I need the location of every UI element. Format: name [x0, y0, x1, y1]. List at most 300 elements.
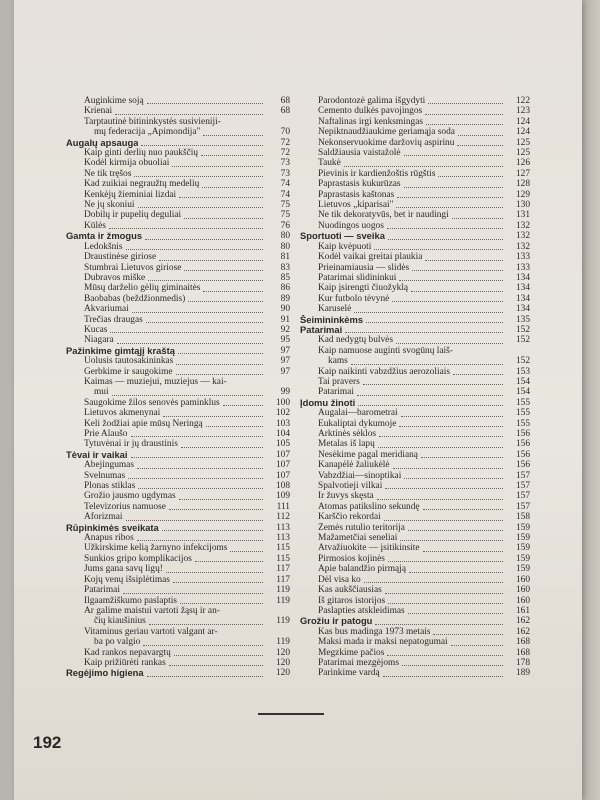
- toc-entry: [66, 460, 290, 470]
- toc-section-heading: [300, 398, 530, 408]
- dot-leader: [188, 301, 263, 302]
- dot-leader: [178, 353, 263, 354]
- toc-entry-page: 119: [276, 616, 290, 627]
- toc-entry-page: 111: [276, 501, 290, 512]
- toc-entry: [66, 325, 290, 335]
- toc-entry-title: Sportuoti — sveika: [300, 231, 385, 242]
- toc-entry: [300, 221, 530, 231]
- toc-entry-page: 130: [515, 200, 530, 211]
- toc-entry: [300, 387, 530, 397]
- toc-entry-title: Kodėl kirmija obuoliai: [84, 158, 170, 169]
- toc-entry-page: 159: [515, 543, 530, 554]
- dot-leader: [412, 270, 503, 271]
- toc-entry-page: 80: [280, 241, 290, 252]
- toc-entry-page: 132: [515, 241, 530, 252]
- toc-entry: [66, 387, 290, 397]
- toc-entry-title: Ledokšnis: [84, 241, 123, 252]
- toc-entry-title: Kas aukščiausias: [318, 585, 382, 596]
- dot-leader: [387, 655, 503, 656]
- toc-entry-page: 120: [275, 647, 290, 658]
- dot-leader: [179, 499, 263, 500]
- toc-entry: [300, 439, 530, 449]
- toc-entry-title: Šeimininkėms: [300, 314, 364, 325]
- toc-entry-page: 115: [276, 553, 290, 564]
- toc-entry-page: 155: [515, 418, 530, 429]
- toc-entry-page: 128: [515, 179, 530, 190]
- toc-entry-title: Apie balandžio pirmąją: [318, 564, 406, 575]
- toc-entry-title: Kodėl vaikai greitai plaukia: [318, 252, 423, 263]
- toc-entry: [300, 460, 530, 470]
- toc-entry-title: Nesėkime pagal meridianą: [318, 449, 418, 460]
- toc-entry: [66, 512, 290, 522]
- toc-entry: [66, 252, 290, 262]
- dot-leader: [138, 207, 263, 208]
- toc-entry-title: kams: [328, 356, 348, 367]
- toc-entry-title: mui: [94, 387, 109, 398]
- dot-leader: [388, 561, 503, 562]
- toc-entry: [66, 335, 290, 345]
- dot-leader: [400, 540, 503, 541]
- toc-entry-title: Ne jų skoniui: [84, 200, 135, 211]
- toc-entry-title: Prieinamiausia — slidės: [318, 262, 410, 273]
- toc-entry-page: 123: [515, 106, 530, 117]
- dot-leader: [388, 239, 503, 240]
- toc-entry-page: 86: [280, 283, 290, 294]
- toc-section-heading: [300, 616, 530, 626]
- toc-entry-title: Abejingumas: [84, 460, 134, 471]
- toc-right-column: [300, 96, 530, 679]
- toc-entry-title: Gerbkime ir saugokime: [84, 366, 173, 377]
- toc-entry-title: Patarimai slidininkui: [318, 272, 397, 283]
- toc-entry-page: 108: [275, 481, 290, 492]
- toc-entry: [66, 627, 290, 637]
- toc-section-heading: [66, 138, 290, 148]
- toc-entry-title: Ne tik tręšos: [84, 168, 132, 179]
- toc-entry-title: Tytuvėnai ir jų draustinis: [84, 439, 178, 450]
- toc-entry-page: 113: [276, 522, 290, 533]
- toc-entry: [66, 377, 290, 387]
- dot-leader: [379, 436, 503, 437]
- toc-entry-page: 97: [280, 356, 290, 367]
- dot-leader: [408, 530, 503, 531]
- dot-leader: [425, 260, 503, 261]
- toc-entry-page: 120: [275, 657, 290, 668]
- dot-leader: [457, 145, 503, 146]
- toc-entry-page: 97: [280, 366, 290, 377]
- toc-entry: [300, 377, 530, 387]
- toc-entry-title: Ar galime maistui vartoti žąsų ir an-: [84, 605, 220, 616]
- toc-entry-page: 131: [515, 210, 530, 221]
- toc-entry-page: 126: [515, 158, 530, 169]
- toc-entry: [66, 96, 290, 106]
- toc-entry: [66, 481, 290, 491]
- toc-entry-title: mų federacija „Apimondija": [94, 127, 201, 138]
- toc-entry-page: 157: [515, 481, 530, 492]
- toc-entry: [300, 106, 530, 116]
- toc-entry-title: Grožio jausmo ugdymas: [84, 491, 176, 502]
- toc-entry: [300, 304, 530, 314]
- toc-entry-title: Maksi mada ir maksi nepatogumai: [318, 637, 448, 648]
- toc-entry-title: Gamta ir žmogus: [66, 231, 143, 242]
- toc-entry: [66, 439, 290, 449]
- toc-entry-page: 92: [280, 324, 290, 335]
- toc-entry: [300, 210, 530, 220]
- toc-entry-title: Atomas patikslino sekundę: [318, 501, 420, 512]
- toc-entry: [300, 564, 530, 574]
- toc-entry-page: 152: [515, 335, 530, 346]
- dot-leader: [385, 488, 503, 489]
- toc-entry: [66, 543, 290, 553]
- toc-entry-title: Kas bus madinga 1973 metais: [318, 626, 431, 637]
- dot-leader: [230, 551, 263, 552]
- toc-entry-title: Dobilų ir pupelių deguliai: [84, 210, 182, 221]
- dot-leader: [112, 395, 263, 396]
- toc-entry-title: Krienai: [84, 106, 113, 117]
- toc-entry-title: Ne tik dekoratyvūs, bet ir naudingi: [318, 210, 449, 221]
- toc-entry-page: 158: [515, 512, 530, 523]
- toc-entry: [300, 138, 530, 148]
- page-number: 192: [33, 733, 62, 752]
- dot-leader: [354, 312, 503, 313]
- toc-entry: [300, 117, 530, 127]
- toc-entry-page: 91: [280, 314, 290, 325]
- dot-leader: [396, 343, 503, 344]
- toc-entry-title: Auginkime soją: [84, 96, 144, 106]
- toc-entry: [66, 502, 290, 512]
- toc-entry-page: 132: [515, 220, 530, 231]
- toc-entry-title: Vabzdžiai—sinoptikai: [318, 470, 402, 481]
- dot-leader: [162, 530, 263, 531]
- toc-entry-page: 107: [275, 460, 290, 471]
- toc-entry: [300, 148, 530, 158]
- toc-entry-page: 160: [515, 574, 530, 585]
- dot-leader: [423, 509, 503, 510]
- toc-entry-page: 132: [515, 231, 530, 242]
- toc-entry-page: 125: [515, 137, 530, 148]
- toc-entry: [300, 200, 530, 210]
- toc-entry-page: 68: [280, 96, 290, 106]
- dot-leader: [425, 114, 503, 115]
- toc-entry-page: 76: [280, 220, 290, 231]
- toc-entry-title: Metalas iš lapų: [318, 439, 375, 450]
- toc-entry-page: 72: [280, 148, 290, 159]
- toc-entry-title: Patarimai: [84, 585, 120, 596]
- toc-entry-title: Įdomu žinoti: [300, 397, 356, 408]
- toc-entry-title: Keli žodžiai apie mūsų Neringą: [84, 418, 203, 429]
- toc-entry-page: 74: [280, 179, 290, 190]
- toc-entry: [300, 127, 530, 137]
- dot-leader: [137, 540, 263, 541]
- toc-entry-title: Kaip įsirengti čiuožyklą: [318, 283, 409, 294]
- toc-entry: [66, 210, 290, 220]
- dot-leader: [375, 624, 503, 625]
- toc-entry-page: 124: [515, 127, 530, 138]
- dot-leader: [421, 457, 503, 458]
- toc-entry-title: Saugokime žilos senovės paminklus: [84, 397, 220, 408]
- toc-section-heading: [66, 231, 290, 241]
- dot-leader: [404, 187, 503, 188]
- dot-leader: [392, 301, 503, 302]
- dot-leader: [172, 166, 263, 167]
- toc-entry-page: 162: [515, 626, 530, 637]
- dot-leader: [452, 218, 503, 219]
- toc-entry-title: Saldžiausia vaistažolė: [318, 148, 401, 159]
- end-rule: [258, 713, 324, 715]
- toc-entry-page: 155: [515, 397, 530, 408]
- toc-entry: [300, 408, 530, 418]
- toc-entry-page: 90: [280, 304, 290, 315]
- toc-entry-title: Plonas stiklas: [84, 481, 136, 492]
- toc-entry-page: 107: [275, 449, 290, 460]
- dot-leader: [397, 197, 503, 198]
- toc-entry-page: 115: [276, 543, 290, 554]
- toc-entry-title: Parodontozė galima išgydyti: [318, 96, 426, 106]
- toc-entry-page: 156: [515, 460, 530, 471]
- dot-leader: [203, 291, 263, 292]
- toc-entry: [300, 512, 530, 522]
- toc-entry: [66, 158, 290, 168]
- dot-leader: [110, 332, 263, 333]
- toc-entry-page: 154: [515, 387, 530, 398]
- toc-entry-page: 95: [280, 335, 290, 346]
- toc-entry-title: Regėjimo higiena: [66, 668, 144, 679]
- dot-leader: [126, 520, 263, 521]
- dot-leader: [176, 374, 263, 375]
- toc-entry-title: Spalvotieji vilkai: [318, 481, 383, 492]
- toc-entry: [300, 523, 530, 533]
- toc-entry: [66, 367, 290, 377]
- toc-entry-page: 112: [276, 512, 290, 523]
- toc-entry-title: Paprastasis kukurūzas: [318, 179, 401, 190]
- toc-entry-page: 161: [515, 605, 530, 616]
- toc-entry: [66, 179, 290, 189]
- toc-entry-title: Atvažiuokite — įsitikinsite: [318, 543, 420, 554]
- toc-entry-page: 100: [275, 397, 290, 408]
- toc-entry-title: Rūpinkimės sveikata: [66, 522, 159, 533]
- toc-entry-title: Draustinėse giriose: [84, 252, 157, 263]
- dot-leader: [453, 374, 503, 375]
- toc-entry: [300, 429, 530, 439]
- toc-entry: [300, 158, 530, 168]
- toc-entry-title: Pirmosios kojinės: [318, 553, 385, 564]
- toc-entry-title: Kad zuikiai negraužtų medelių: [84, 179, 200, 190]
- toc-entry-page: 189: [515, 668, 530, 679]
- toc-entry-title: Nepiktnaudžiaukime geriamąja soda: [318, 127, 455, 138]
- toc-entry-title: Dubravos miške: [84, 272, 146, 283]
- dot-leader: [351, 364, 503, 365]
- toc-entry-page: 75: [280, 200, 290, 211]
- dot-leader: [374, 249, 503, 250]
- toc-entry-title: Grožiu ir patogu: [300, 616, 373, 627]
- dot-leader: [143, 645, 263, 646]
- toc-entry-title: Kur futbolo tėvynė: [318, 293, 390, 304]
- dot-leader: [126, 249, 263, 250]
- dot-leader: [173, 582, 263, 583]
- toc-entry-title: Vitaminus geriau vartoti valgant ar-: [84, 626, 218, 637]
- toc-entry: [66, 408, 290, 418]
- toc-entry-title: Kūlės: [84, 220, 106, 231]
- dot-leader: [433, 634, 503, 635]
- toc-entry: [66, 106, 290, 116]
- toc-entry-title: Kaip kvėpuoti: [318, 241, 372, 252]
- toc-entry-title: Augalų apsauga: [66, 137, 139, 148]
- toc-entry-title: Stumbrai Lietuvos giriose: [84, 262, 182, 273]
- toc-entry: [66, 273, 290, 283]
- toc-entry-page: 81: [280, 252, 290, 263]
- toc-entry: [66, 491, 290, 501]
- toc-entry: [66, 533, 290, 543]
- dot-leader: [169, 665, 263, 666]
- toc-entry-page: 159: [515, 553, 530, 564]
- dot-leader: [344, 166, 503, 167]
- toc-entry: [300, 533, 530, 543]
- toc-entry-title: Trečias draugas: [84, 314, 143, 325]
- toc-entry: [300, 273, 530, 283]
- toc-entry-title: Mūsų darželio gėlių giminaitės: [84, 283, 201, 294]
- dot-leader: [202, 187, 263, 188]
- toc-entry: [300, 554, 530, 564]
- dot-leader: [363, 384, 503, 385]
- toc-entry-page: 156: [515, 449, 530, 460]
- toc-entry-title: Televizorius namuose: [84, 501, 166, 512]
- toc-entry: [300, 627, 530, 637]
- dot-leader: [180, 603, 263, 604]
- toc-entry-title: Arktinės sėklos: [318, 429, 377, 439]
- toc-entry-title: Cemento dulkės pavojingos: [318, 106, 423, 117]
- toc-entry: [300, 481, 530, 491]
- toc-entry-page: 134: [515, 283, 530, 294]
- dot-leader: [176, 364, 263, 365]
- toc-entry: [66, 127, 290, 137]
- dot-leader: [184, 270, 263, 271]
- toc-entry-page: 129: [515, 189, 530, 200]
- toc-entry: [300, 169, 530, 179]
- dot-leader: [426, 124, 503, 125]
- toc-entry-page: 157: [515, 470, 530, 481]
- toc-entry-page: 74: [280, 189, 290, 200]
- dot-leader: [451, 645, 503, 646]
- toc-entry-title: Anapus ribos: [84, 533, 134, 544]
- toc-entry-title: Kaip prižiūrėti rankas: [84, 657, 166, 668]
- toc-entry-page: 103: [275, 418, 290, 429]
- dot-leader: [146, 322, 263, 323]
- toc-entry-page: 157: [515, 491, 530, 502]
- toc-entry: [66, 283, 290, 293]
- toc-entry: [66, 554, 290, 564]
- dot-leader: [137, 468, 263, 469]
- toc-entry-page: 119: [276, 585, 290, 596]
- toc-entry-title: Lietuvos akmenynai: [84, 408, 161, 419]
- dot-leader: [145, 239, 263, 240]
- toc-entry-page: 162: [515, 616, 530, 627]
- dot-leader: [159, 260, 263, 261]
- toc-section-heading: [66, 346, 290, 356]
- dot-leader: [128, 478, 263, 479]
- toc-entry: [300, 356, 530, 366]
- toc-entry-page: 89: [280, 293, 290, 304]
- dot-leader: [181, 447, 263, 448]
- dot-leader: [399, 280, 503, 281]
- toc-entry: [66, 564, 290, 574]
- toc-entry: [300, 179, 530, 189]
- toc-entry-title: Mažametčiai seneliai: [318, 533, 398, 544]
- dot-leader: [223, 405, 263, 406]
- toc-entry: [66, 616, 290, 626]
- toc-entry-page: 160: [515, 595, 530, 606]
- toc-entry: [66, 294, 290, 304]
- toc-entry-title: Patarimai mezgėjoms: [318, 657, 399, 668]
- toc-entry-title: Kad nedygtų bulvės: [318, 335, 393, 346]
- toc-entry-title: Eukaliptai dykumoje: [318, 418, 397, 429]
- toc-entry: [300, 648, 530, 658]
- toc-entry-title: Aforizmai: [84, 512, 123, 523]
- toc-entry: [300, 367, 530, 377]
- toc-entry-title: Švelnumas: [84, 470, 126, 481]
- toc-entry-page: 133: [515, 252, 530, 263]
- toc-entry-page: 75: [280, 210, 290, 221]
- dot-leader: [131, 436, 264, 437]
- toc-entry: [300, 491, 530, 501]
- toc-entry-page: 122: [515, 96, 530, 106]
- toc-entry-page: 113: [276, 533, 290, 544]
- toc-entry-title: Karuselė: [318, 304, 352, 315]
- toc-entry-title: Iš gitaros istorijos: [318, 595, 386, 606]
- toc-entry-page: 68: [280, 106, 290, 117]
- toc-entry: [300, 283, 530, 293]
- toc-entry-title: Tėvai ir vaikai: [66, 449, 128, 460]
- toc-entry: [300, 252, 530, 262]
- toc-entry-page: 104: [275, 429, 290, 439]
- toc-entry: [300, 471, 530, 481]
- dot-leader: [428, 103, 503, 104]
- dot-leader: [345, 332, 503, 333]
- toc-entry-title: Sunkios gripo komplikacijos: [84, 553, 192, 564]
- toc-entry: [66, 637, 290, 647]
- toc-entry-page: 160: [515, 585, 530, 596]
- toc-entry: [300, 335, 530, 345]
- dot-leader: [402, 665, 503, 666]
- toc-entry-page: 168: [515, 637, 530, 648]
- toc-entry-page: 127: [515, 168, 530, 179]
- toc-entry-title: Kucas: [84, 324, 108, 335]
- dot-leader: [393, 468, 503, 469]
- toc-entry: [66, 585, 290, 595]
- dot-leader: [131, 457, 263, 458]
- toc-entry-page: 178: [515, 657, 530, 668]
- toc-entry: [300, 419, 530, 429]
- toc-entry-page: 159: [515, 564, 530, 575]
- dot-leader: [388, 603, 503, 604]
- toc-entry-title: Kaip naikinti vabzdžius aerozoliais: [318, 366, 450, 377]
- dot-leader: [184, 218, 263, 219]
- toc-entry-page: 124: [515, 116, 530, 127]
- dot-leader: [458, 135, 503, 136]
- dot-leader: [404, 478, 503, 479]
- toc-entry-page: 155: [515, 408, 530, 419]
- dot-leader: [141, 145, 263, 146]
- dot-leader: [399, 426, 503, 427]
- toc-entry: [300, 96, 530, 106]
- toc-entry-title: Žemės rutulio teritorija: [318, 522, 405, 533]
- toc-entry-title: Parinkime vardą: [318, 668, 380, 679]
- toc-section-heading: [66, 450, 290, 460]
- toc-entry-page: 119: [276, 595, 290, 606]
- dot-leader: [174, 655, 263, 656]
- toc-entry-title: Dėl visa ko: [318, 574, 361, 585]
- toc-entry: [300, 502, 530, 512]
- toc-entry-page: 156: [515, 429, 530, 439]
- toc-section-heading: [66, 668, 290, 678]
